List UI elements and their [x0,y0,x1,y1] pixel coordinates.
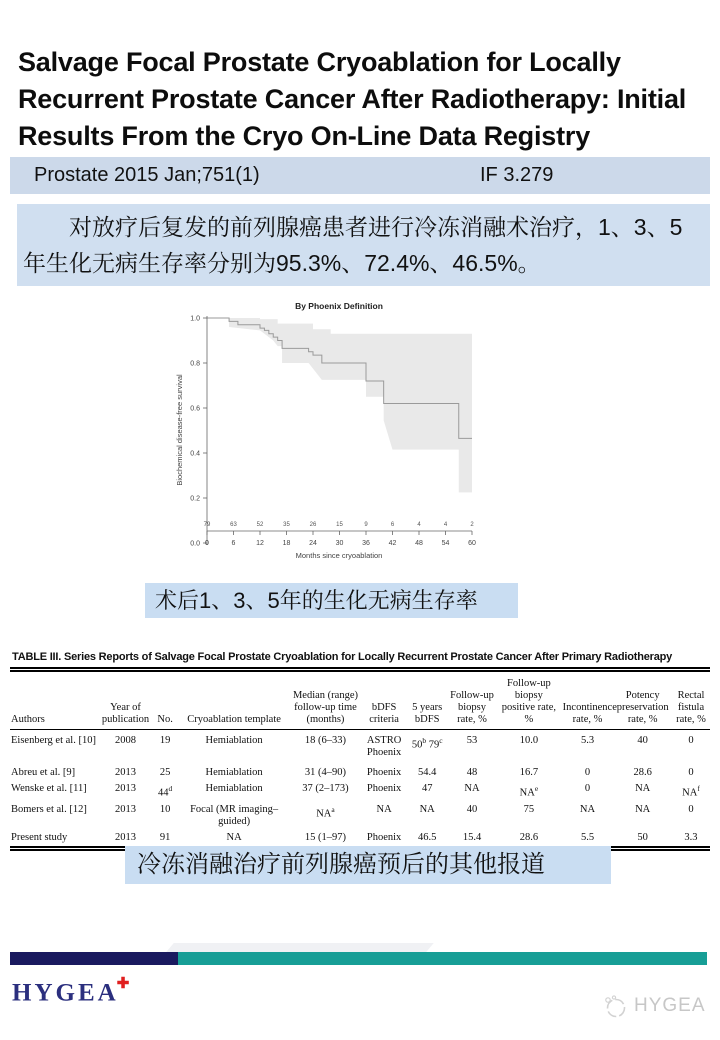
table-header-cell: Cryoablation template [179,672,289,730]
chart-text: 15 [336,522,343,528]
chart-text: 54 [441,540,450,547]
table-cell: $NA^a$ [316,804,335,819]
chart-text: 0.6 [190,405,200,413]
chart-text: 0.0 [190,540,200,548]
table-cell: 54.4 [418,767,437,778]
chart-text: 6 [231,540,236,547]
table-header-cell: Rectal fistula rate, % [672,672,710,730]
table-cell: 44$^d$ [158,784,173,799]
table-header-cell: 5 years bDFS [407,672,448,730]
km-chart-svg [172,296,487,570]
table-cell: 2013 [115,783,136,794]
hygea-watermark-text: HYGEA [634,995,706,1016]
chart-text: 30 [335,540,344,547]
table-cell: 18 (6–33) [304,735,347,746]
chart-text: 0.8 [190,360,200,368]
table-cell: NA [579,803,596,815]
table-cell: 15 (1–97) [304,831,347,843]
table-header-cell: Follow-up biopsy positive rate, % [496,672,562,730]
chart-text: Biochemical disease-free survival [175,374,184,486]
chart-text: 24 [309,540,317,547]
table-cell: 40 [466,803,478,815]
table-cell: 10 [159,803,171,815]
table-cell: NA [464,783,480,794]
table-header-cell: Median (range) follow-up time (months) [289,672,361,730]
table-cell: Phoenix [366,831,402,843]
table-header-cell: bDFS criteria [362,672,407,730]
table-header-cell: Year of publication [100,672,152,730]
table-cell: 40 [637,735,648,746]
table-cell: Phoenix [366,767,402,778]
table-cell: Hemiablation [205,735,263,746]
hygea-logo-text: HYGEA [12,979,119,1007]
table-cell: 0 [584,767,591,778]
chart-text: 52 [256,522,264,528]
decorative-streak [166,943,434,952]
table-cell: 25 [159,767,171,778]
table-header-cell: Incontinence rate, % [562,672,614,730]
table-header-cell: Follow-up biopsy rate, % [448,672,496,730]
table-cell: 2013 [115,767,136,778]
table-cell: 48 [466,767,478,778]
table-header-cell: No. [151,672,179,730]
table-cell: 2008 [115,735,136,746]
table-cell: 0 [688,803,694,815]
chart-text: 63 [230,522,237,528]
table-cell: NA [376,803,392,815]
km-survival-figure [172,296,487,570]
table-row [10,730,710,766]
chart-text: 36 [362,540,370,547]
table-header-cell: Potency preservation rate, % [613,672,672,730]
chart-text: 18 [282,540,291,547]
table-cell: 91 [159,831,171,843]
chart-text: 9 [364,522,368,528]
table-cell: 0 [584,783,591,794]
table-cell: NA [635,783,651,794]
hygea-logo [12,977,131,1007]
table-cell: 50$^b$ 79$^c$ [411,736,443,751]
confidence-band [207,318,472,492]
table-cell: $NA^e$ [519,784,539,799]
table-cell: 53 [466,735,478,746]
red-cross-icon: ✚ [116,976,130,992]
series-table-section [10,651,710,851]
table-row [10,781,710,802]
table-cell: 5.5 [580,831,595,843]
table-cell: Hemiablation [205,783,263,794]
chart-text: 0 [205,540,209,547]
table-row [10,802,710,830]
table-cell: 28.6 [633,767,652,778]
chart-text: 4 [443,522,448,528]
journal-citation: Prostate 2015 Jan;751(1) [34,164,260,186]
table-cell: 37 (2–173) [302,783,349,794]
chart-text: 6 [390,522,395,528]
summary-text-cn: 对放疗后复发的前列腺癌患者进行冷冻消融术治疗，1、3、5年生化无病生存率分别为95.3%、72.4%、46.5%。 [17,204,710,286]
table-cell: 16.7 [519,767,539,778]
table-cell: 5.3 [580,735,595,746]
table-cell: Abreu et al. [9] [11,767,76,778]
chart-text: 60 [468,540,476,547]
table-cell: NA [226,831,242,843]
table-cell: Phoenix [366,783,402,794]
journal-bar [10,157,710,194]
chart-text: Months since cryoablation [295,551,383,560]
table-cell: NA [635,803,651,815]
chart-text: 42 [388,540,397,547]
hygea-watermark-icon [602,993,628,1019]
chart-text: By Phoenix Definition [295,301,383,311]
table-cell: Eisenberg et al. [10] [11,735,96,746]
hygea-watermark [602,993,706,1019]
table-head [10,672,710,730]
chart-text: 26 [309,522,317,528]
chart-text: 2 [470,522,474,528]
table-cell: 47 [421,783,433,794]
chart-text: 79 [203,522,211,528]
chart-text: 4 [417,522,421,528]
chart-text: 0.4 [190,450,200,458]
figure-caption: 术后1、3、5年的生化无病生存率 [145,583,518,618]
table-cell: 2013 [115,803,136,815]
table-cell: 75 [523,803,535,815]
table-cell: 2013 [115,831,136,843]
impact-factor: IF 3.279 [480,164,554,186]
table-cell: 15.4 [462,831,482,843]
chart-text: 1.0 [190,315,200,323]
table-cell: ASTRO Phoenix [366,735,402,758]
footer-teal-bar [178,952,707,965]
chart-text: 12 [256,540,264,547]
table-cell: 50 [637,831,648,843]
table-cell: NA [419,803,435,815]
table-cell: Focal (MR imaging–guided) [190,803,279,827]
chart-text: 0.2 [190,495,200,503]
table-cell: 3.3 [684,831,698,843]
chart-text: 48 [415,540,423,547]
table-body [10,730,710,849]
table-cell: 46.5 [418,831,437,843]
table-cell: 0 [688,767,694,778]
table-cell: 31 (4–90) [304,767,347,778]
table-cell: $NA^f$ [682,784,700,799]
footer-navy-bar [10,952,178,965]
table-row [10,765,710,781]
table-cell: Bomers et al. [12] [11,803,87,815]
chart-text: 35 [283,522,290,528]
table-cell: 0 [688,735,694,746]
table-cell: Wenske et al. [11] [11,783,87,794]
table-cell: Hemiablation [205,767,263,778]
table-cell: Present study [11,831,68,843]
table-header-cell: Authors [10,672,100,730]
table-cell: 10.0 [519,735,539,746]
table-caption: 冷冻消融治疗前列腺癌预后的其他报道 [125,846,611,884]
series-table [10,672,710,851]
table-cell: 28.6 [519,831,539,843]
table-title: TABLE III. Series Reports of Salvage Focal Prostate Cryoablation for Locally Recurrent Prostate Cancer After Primary Radiotherapy [10,651,710,672]
table-cell: 19 [159,735,171,746]
table-header-row [10,672,710,730]
page-title: Salvage Focal Prostate Cryoablation for Locally Recurrent Prostate Cancer After Radiotherapy: Initial Results From the Cryo On-Line Data Registry [18,47,687,152]
